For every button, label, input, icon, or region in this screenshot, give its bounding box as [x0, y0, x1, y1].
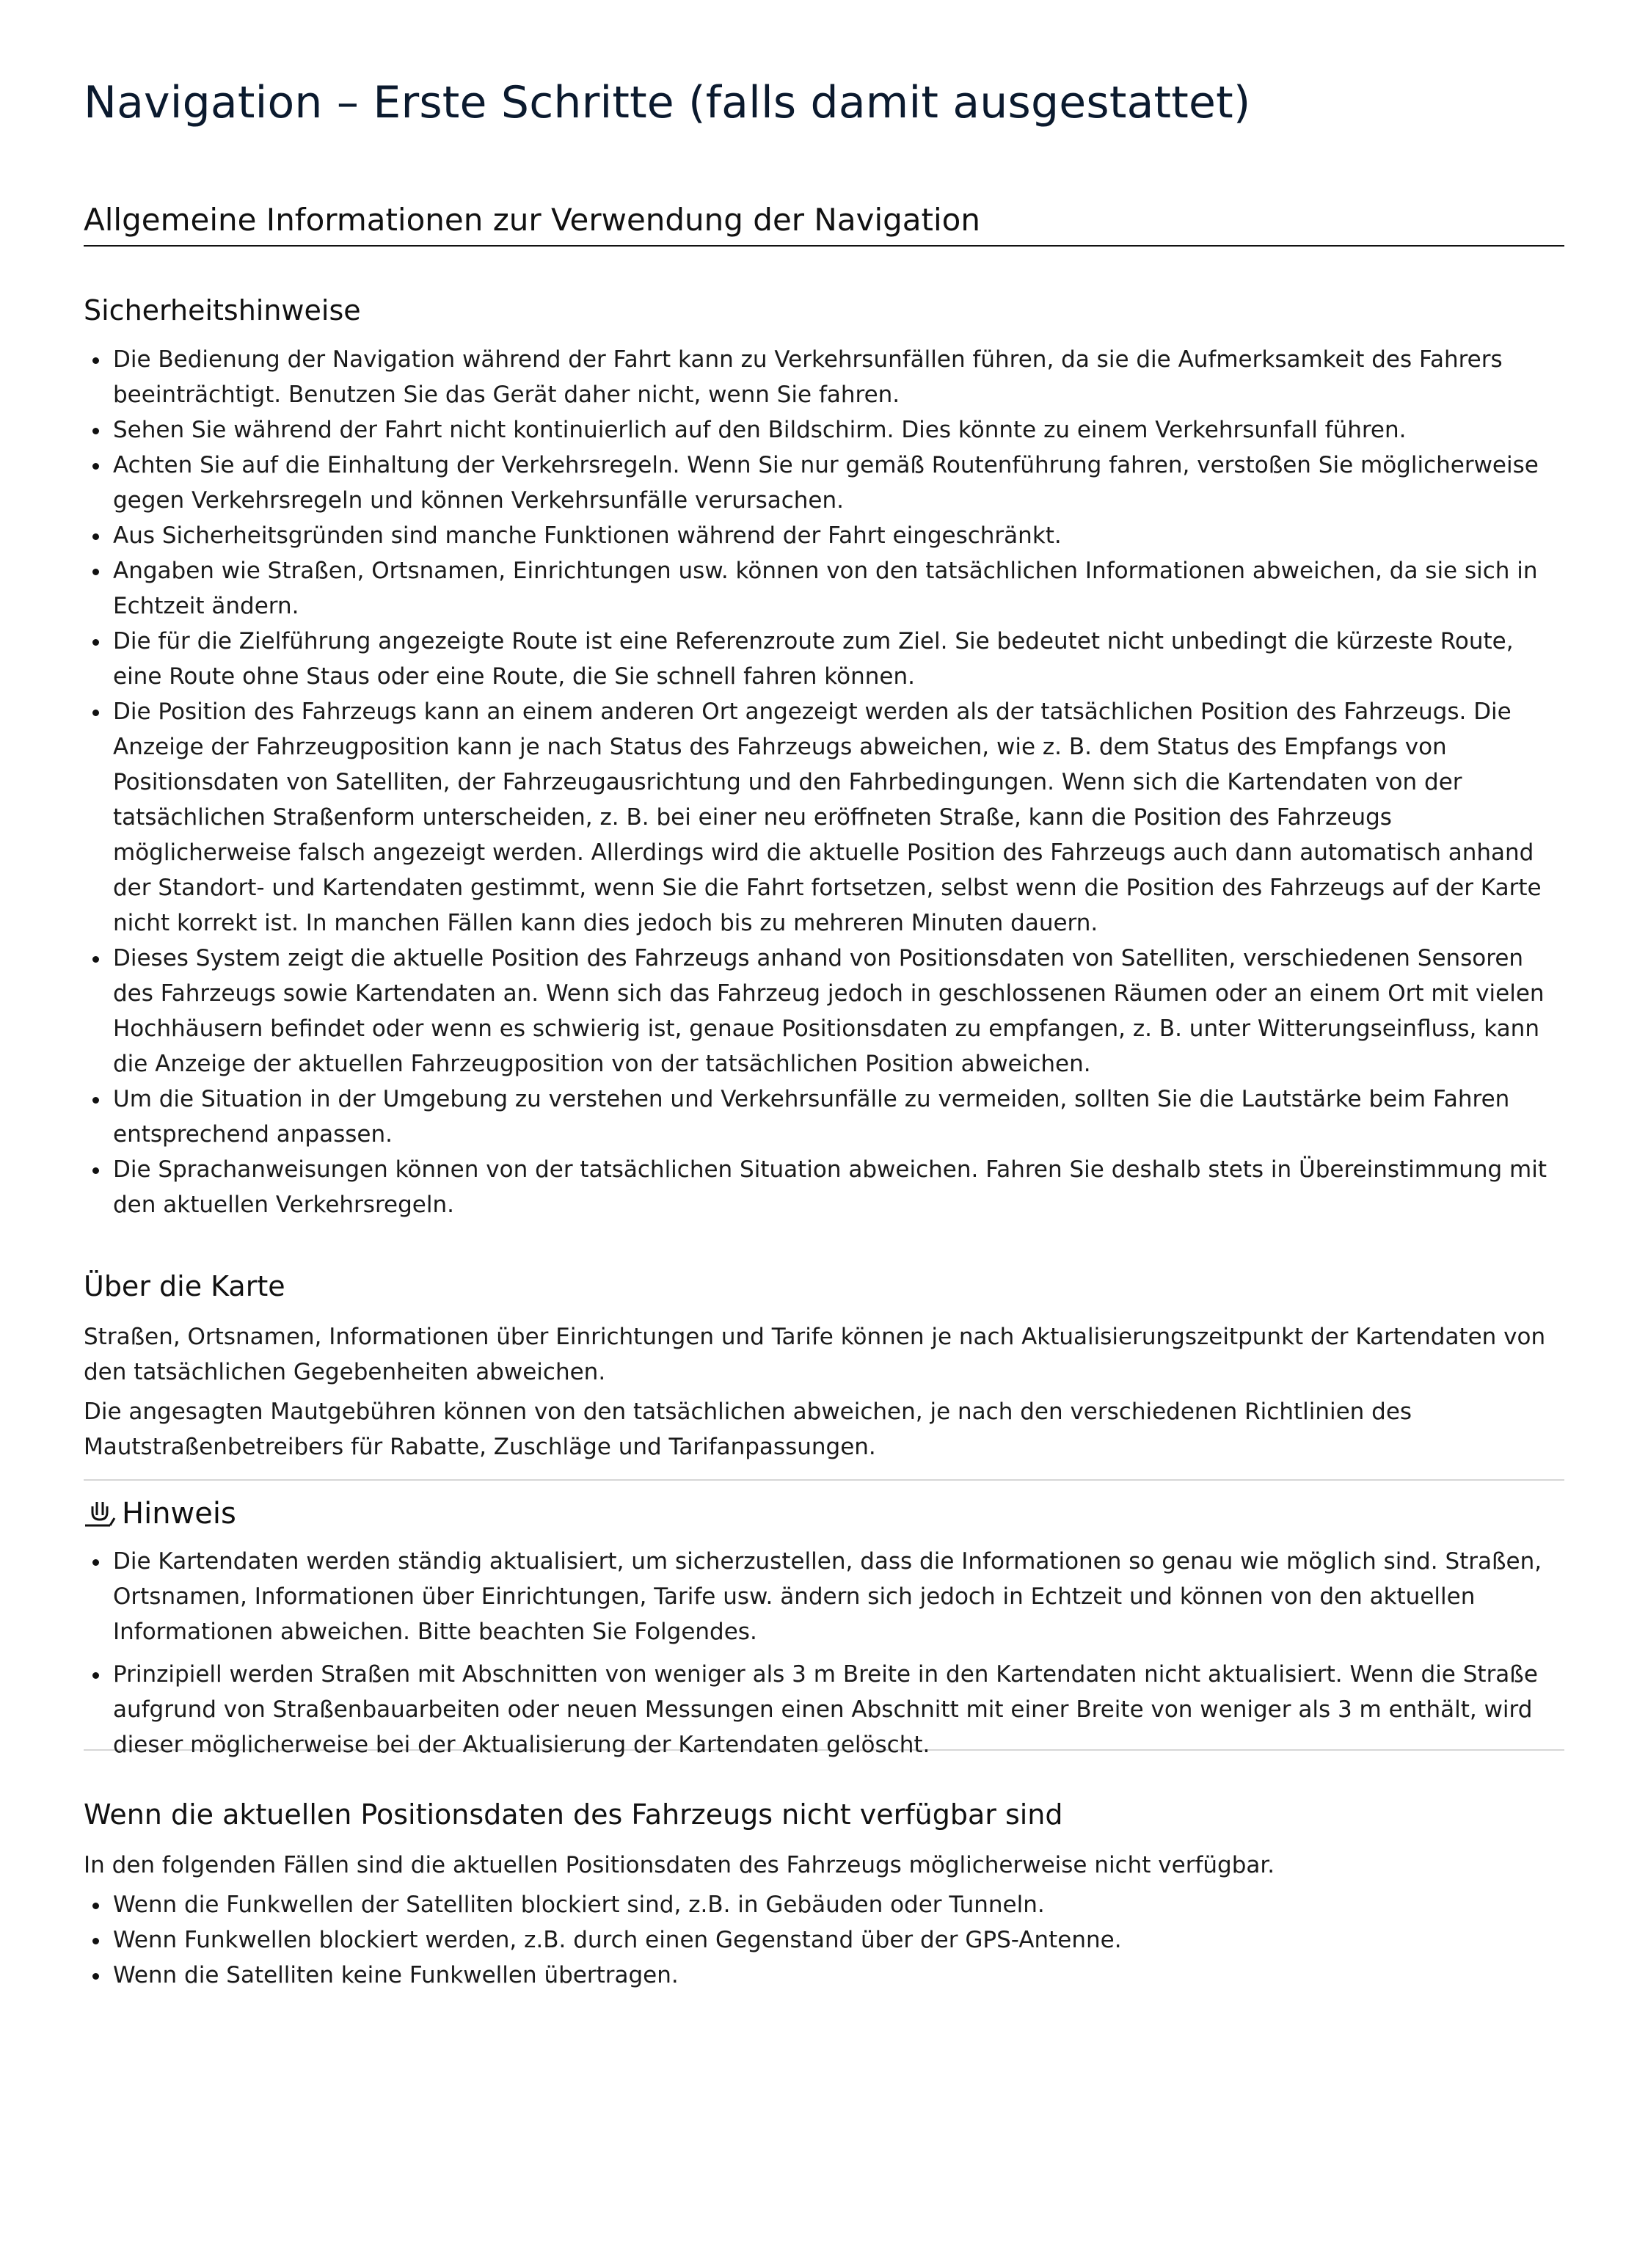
list-item: Sehen Sie während der Fahrt nicht kontinuierlich auf den Bildschirm. Dies könnte zu einem Verkehrsunfall führen.	[84, 412, 1564, 448]
section-heading: Allgemeine Informationen zur Verwendung der Navigation	[84, 200, 1564, 247]
page-title: Navigation – Erste Schritte (falls damit ausgestattet)	[84, 77, 1251, 128]
list-item: Die Kartendaten werden ständig aktualisiert, um sicherzustellen, dass die Informationen so genau wie möglich sind. Straßen, Ortsnamen, Informationen über Einrichtungen, Tarife usw. ändern sich jedoch in Echtzeit und können von den aktuellen Informationen abweichen. Bitte beachten Sie Folgendes.	[84, 1544, 1564, 1649]
map-section	[84, 1268, 1564, 1465]
list-item: Die Sprachanweisungen können von der tatsächlichen Situation abweichen. Fahren Sie deshalb stets in Übereinstimmung mit den aktuellen Verkehrsregeln.	[84, 1152, 1564, 1222]
list-item: Angaben wie Straßen, Ortsnamen, Einrichtungen usw. können von den tatsächlichen Informationen abweichen, da sie sich in Echtzeit ändern.	[84, 553, 1564, 624]
note-icon	[84, 1499, 116, 1528]
list-item: Die für die Zielführung angezeigte Route ist eine Referenzroute zum Ziel. Sie bedeutet nicht unbedingt die kürzeste Route, eine Route ohne Staus oder eine Route, die Sie schnell fahren können.	[84, 624, 1564, 694]
note-header	[84, 1495, 236, 1532]
list-item: Die Bedienung der Navigation während der Fahrt kann zu Verkehrsunfällen führen, da sie die Aufmerksamkeit des Fahrers beeinträchtigt. Benutzen Sie das Gerät daher nicht, wenn Sie fahren.	[84, 342, 1564, 412]
note-label: Hinweis	[122, 1497, 236, 1531]
note-box	[84, 1479, 1564, 1758]
list-item: Dieses System zeigt die aktuelle Position des Fahrzeugs anhand von Positionsdaten von Satelliten, verschiedenen Sensoren des Fahrzeugs sowie Kartendaten an. Wenn sich das Fahrzeug jedoch in geschlossenen Räumen oder an einem Ort mit vielen Hochhäusern befindet oder wenn es schwierig ist, genaue Positionsdaten zu empfangen, z. B. unter Witterungseinfluss, kann die Anzeige der aktuellen Fahrzeugposition von der tatsächlichen Position abweichen.	[84, 941, 1564, 1082]
list-item: Die Position des Fahrzeugs kann an einem anderen Ort angezeigt werden als der tatsächlichen Position des Fahrzeugs. Die Anzeige der Fahrzeugposition kann je nach Status des Fahrzeugs abweichen, wie z. B. dem Status des Empfangs von Positionsdaten von Satelliten, der Fahrzeugausrichtung und den Fahrbedingungen. Wenn sich die Kartendaten von der tatsächlichen Straßenform unterscheiden, z. B. bei einer neu eröffneten Straße, kann die Position des Fahrzeugs möglicherweise falsch angezeigt werden. Allerdings wird die aktuelle Position des Fahrzeugs auch dann automatisch anhand der Standort- und Kartendaten gestimmt, wenn Sie die Fahrt fortsetzen, selbst wenn die Position des Fahrzeugs auf der Karte nicht korrekt ist. In manchen Fällen kann dies jedoch bis zu mehreren Minuten dauern.	[84, 694, 1564, 941]
list-item: Wenn die Satelliten keine Funkwellen übertragen.	[84, 1958, 1564, 1993]
map-paragraph: Straßen, Ortsnamen, Informationen über Einrichtungen und Tarife können je nach Aktualisierungszeitpunkt der Kartendaten von den tatsächlichen Gegebenheiten abweichen.	[84, 1324, 1546, 1385]
list-item: Wenn die Funkwellen der Satelliten blockiert sind, z.B. in Gebäuden oder Tunneln.	[84, 1887, 1564, 1922]
safety-heading: Sicherheitshinweise	[84, 294, 361, 327]
list-item: Um die Situation in der Umgebung zu verstehen und Verkehrsunfälle zu vermeiden, sollten Sie die Lautstärke beim Fahren entsprechend anpassen.	[84, 1082, 1564, 1152]
note-list	[84, 1544, 1564, 1762]
position-heading: Wenn die aktuellen Positionsdaten des Fahrzeugs nicht verfügbar sind	[84, 1798, 1063, 1831]
position-list	[84, 1887, 1564, 1993]
list-item: Wenn Funkwellen blockiert werden, z.B. durch einen Gegenstand über der GPS-Antenne.	[84, 1922, 1564, 1958]
position-section	[84, 1796, 1564, 1993]
map-heading: Über die Karte	[84, 1270, 285, 1302]
safety-list	[84, 342, 1564, 1222]
list-item: Prinzipiell werden Straßen mit Abschnitten von weniger als 3 m Breite in den Kartendaten nicht aktualisiert. Wenn die Straße aufgrund von Straßenbauarbeiten oder neuen Messungen einen Abschnitt mit einer Breite von weniger als 3 m enthält, wird dieser möglicherweise bei der Aktualisierung der Kartendaten gelöscht.	[84, 1657, 1564, 1762]
map-paragraph: Die angesagten Mautgebühren können von den tatsächlichen abweichen, je nach den verschiedenen Richtlinien des Mautstraßenbetreibers für Rabatte, Zuschläge und Tarifanpassungen.	[84, 1399, 1412, 1460]
list-item: Aus Sicherheitsgründen sind manche Funktionen während der Fahrt eingeschränkt.	[84, 518, 1564, 553]
safety-section	[84, 292, 1564, 1222]
list-item: Achten Sie auf die Einhaltung der Verkehrsregeln. Wenn Sie nur gemäß Routenführung fahren, verstoßen Sie möglicherweise gegen Verkehrsregeln und können Verkehrsunfälle verursachen.	[84, 448, 1564, 518]
position-intro: In den folgenden Fällen sind die aktuellen Positionsdaten des Fahrzeugs möglicherweise nicht verfügbar.	[84, 1852, 1275, 1878]
